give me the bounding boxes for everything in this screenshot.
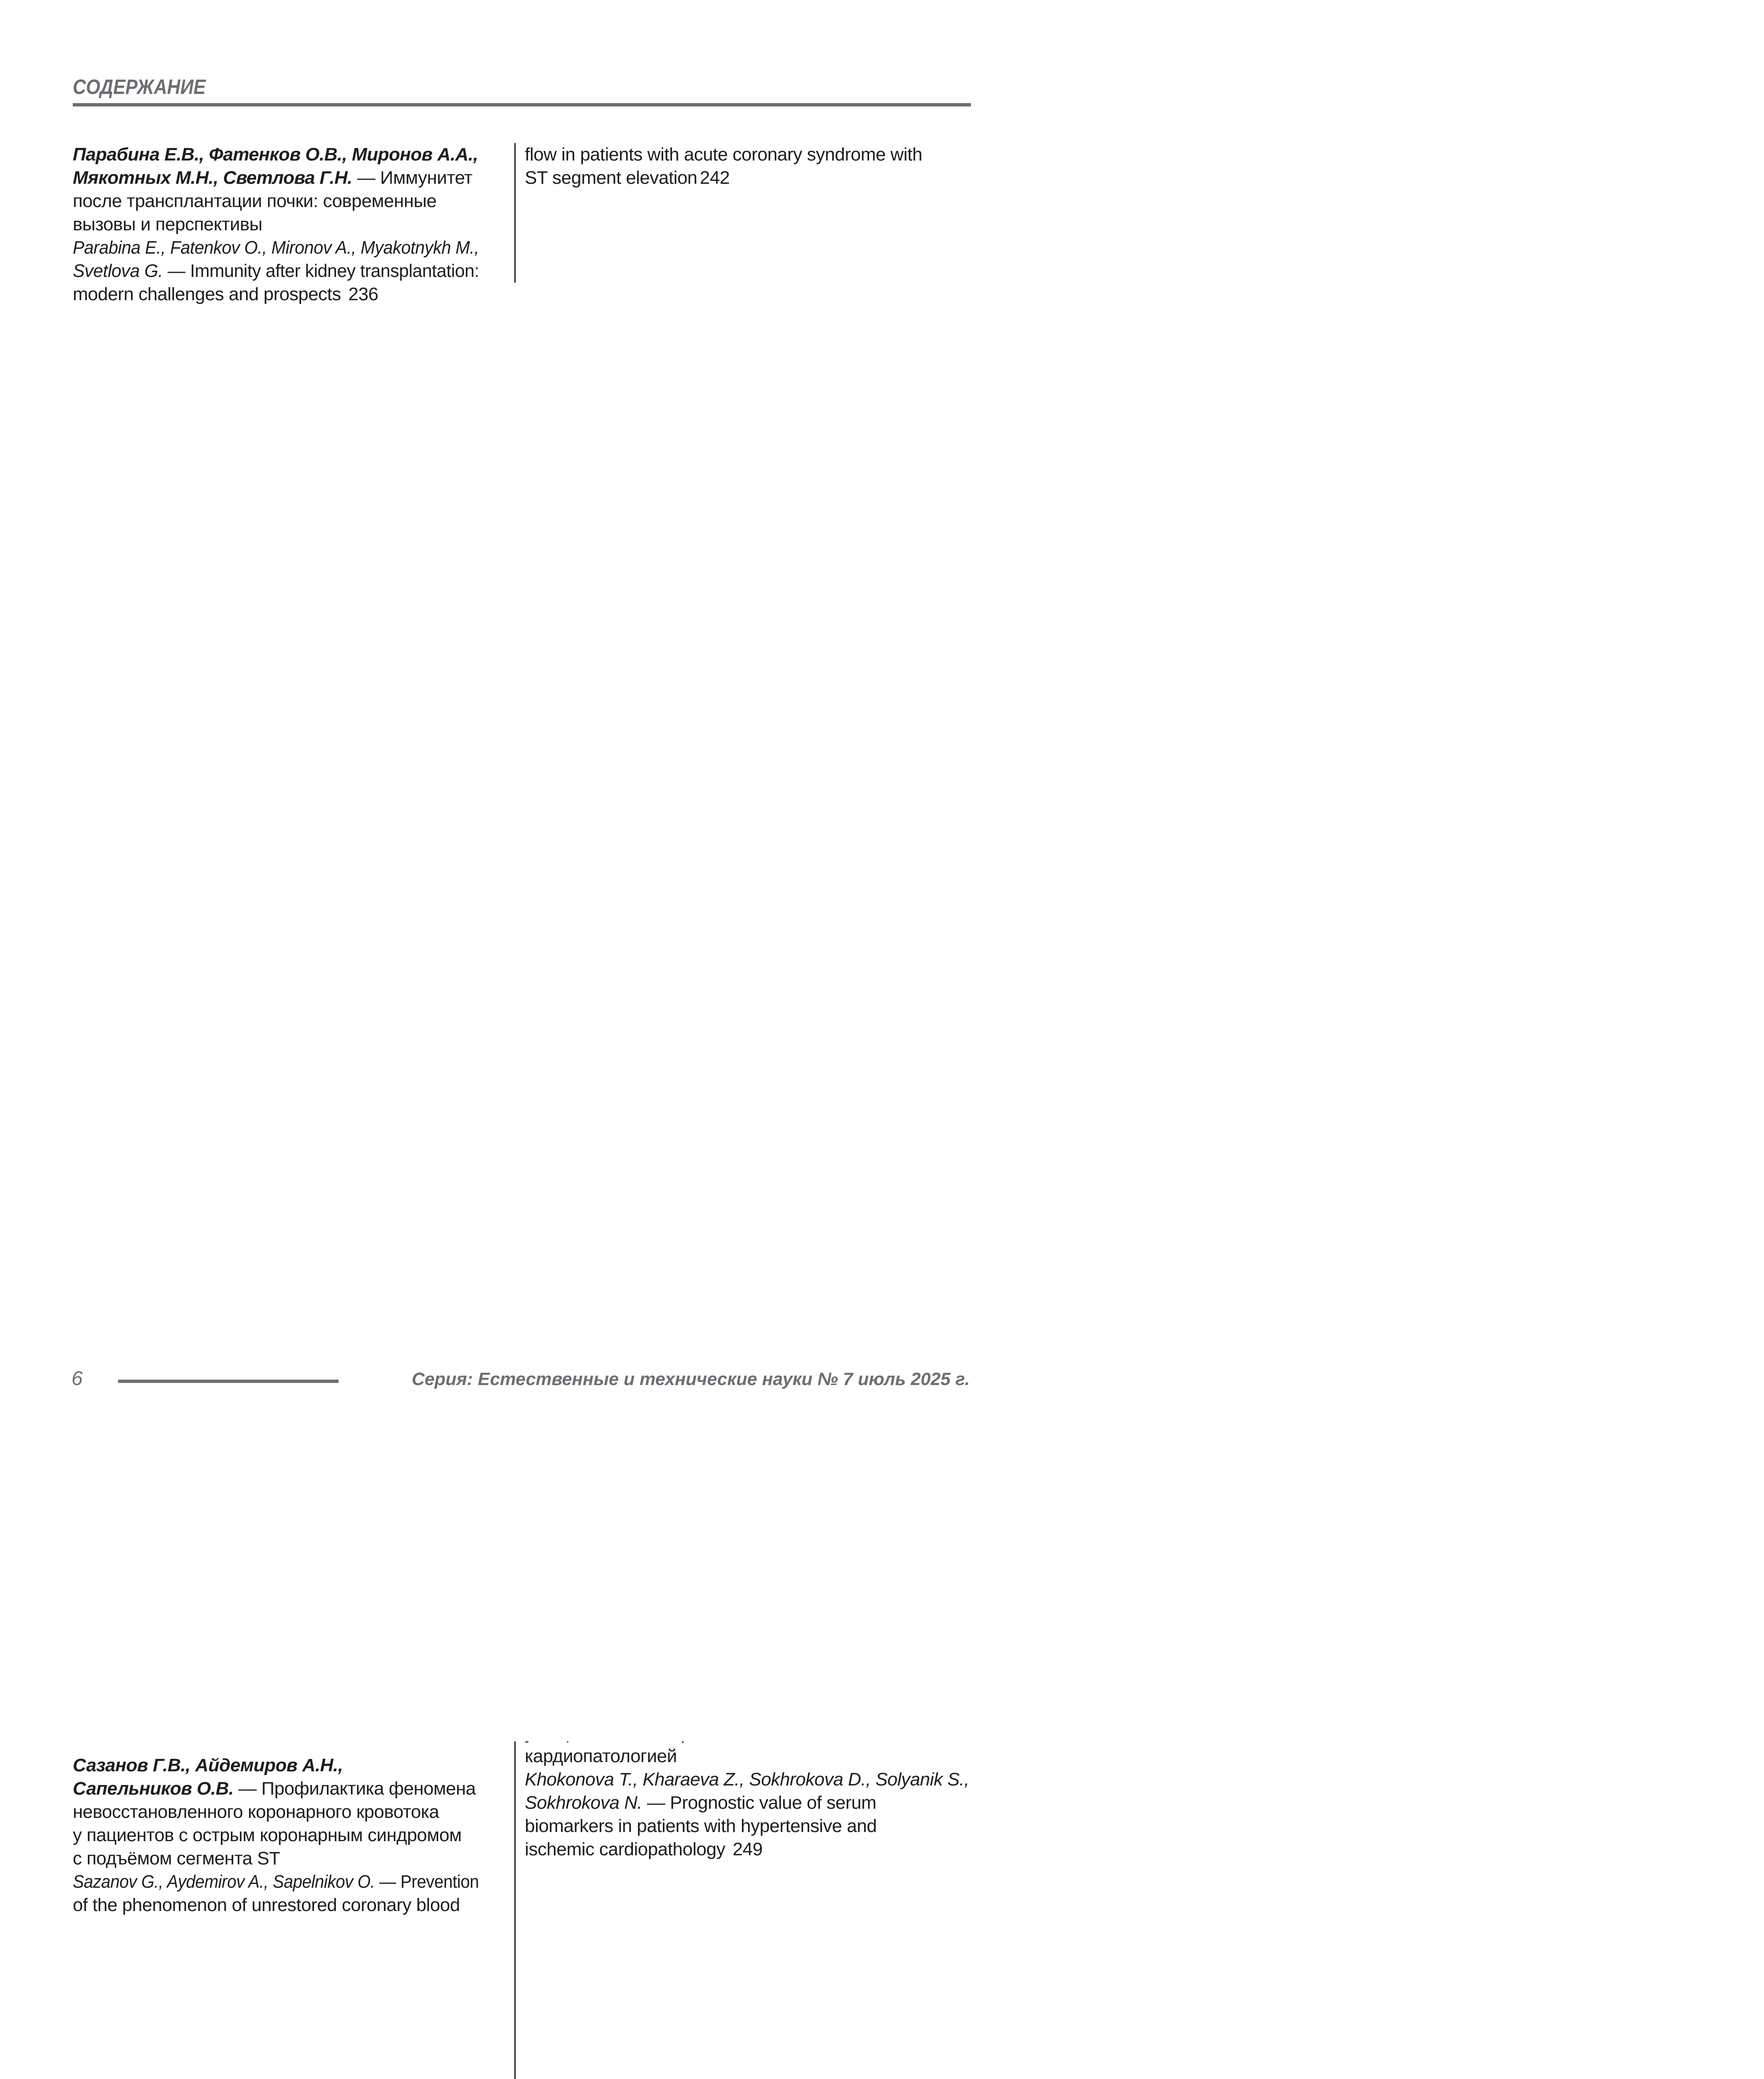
toc-line — [73, 1847, 479, 1870]
text-segment: ST segment elevation — [525, 168, 697, 188]
toc-line — [73, 236, 479, 259]
toc-line — [73, 1754, 479, 1777]
toc-line — [73, 283, 479, 1741]
footer-rule — [118, 1380, 338, 1383]
text-segment: с подъёмом сегмента ST — [73, 1848, 280, 1869]
text-segment: ischemic cardiopathology — [525, 1839, 730, 1859]
text-segment: — Иммунитет — [352, 168, 472, 188]
page-title: СОДЕРЖАНИЕ — [73, 75, 206, 99]
toc-line — [525, 1838, 969, 2079]
text-segment: после трансплантации почки: современные — [73, 191, 437, 211]
toc-line — [73, 166, 479, 190]
author-names: Парабина Е.В., Фатенков О.В., Миронов А.А., — [73, 144, 478, 165]
toc-line — [525, 1768, 969, 1791]
text-segment: of the phenomenon of unrestored coronary blood — [73, 1895, 460, 1915]
text-segment: modern challenges and prospects — [73, 284, 346, 304]
text-segment: — Профилактика феномена — [233, 1778, 476, 1799]
header-rule — [73, 103, 971, 106]
text-segment: кардиопатологией — [525, 1746, 677, 1766]
entry-coronary-flow-prevention — [73, 1754, 479, 1917]
page-number: 249 — [730, 1838, 1764, 2079]
toc-line — [525, 1745, 969, 1768]
page-number: 242 — [697, 166, 1731, 1625]
author-names: Мякотных М.Н., Светлова Г.Н. — [73, 168, 353, 188]
text-segment: flow in patients with acute coronary syndrome with — [525, 144, 922, 165]
toc-line — [73, 1777, 479, 1800]
text-segment: Parabina E., Fatenkov O., Mironov A., Myakotnykh M., — [73, 237, 479, 258]
text-segment: Khokonova T., Kharaeva Z., Sokhrokova D., Solyanik S., — [525, 1769, 969, 1790]
toc-columns — [73, 143, 969, 2079]
toc-line — [73, 143, 479, 166]
text-segment: Sokhrokova N. — [525, 1793, 642, 1813]
footer-page-number: 6 — [72, 1368, 83, 1390]
footer-journal-info: Серия: Естественные и технические науки № 7 июль 2025 г. — [412, 1369, 970, 1389]
text-segment: Sazanov G., Aydemirov A., Sapelnikov O. — [73, 1872, 375, 1892]
text-segment: вызовы и перспективы — [73, 214, 262, 235]
toc-line — [73, 190, 479, 213]
text-segment: — Immunity after kidney transplantation: — [163, 261, 479, 281]
entry-immunity-kidney-transplantation — [73, 143, 479, 1741]
toc-line — [73, 1824, 479, 1847]
footer — [72, 1369, 970, 1398]
toc-line — [73, 213, 479, 236]
toc-line — [525, 143, 969, 166]
text-segment: biomarkers in patients with hypertensive and — [525, 1816, 877, 1836]
toc-line — [73, 259, 479, 283]
author-names: Сапельников О.В. — [73, 1778, 234, 1799]
toc-line — [73, 1870, 479, 1894]
text-segment: у пациентов с острым коронарным синдромом — [73, 1825, 462, 1845]
text-segment: — Prognostic value of serum — [642, 1793, 877, 1813]
text-segment: Svetlova G. — [73, 261, 163, 281]
toc-line — [525, 1815, 969, 1838]
toc-line — [525, 1791, 969, 1815]
toc-line — [73, 1894, 479, 1917]
text-segment: невосстановленного коронарного кровотока — [73, 1802, 439, 1822]
page-number: 236 — [346, 283, 1380, 1741]
text-segment: — Prevention — [375, 1872, 479, 1892]
toc-line — [73, 1800, 479, 1824]
author-names: Сазанов Г.В., Айдемиров А.Н., — [73, 1755, 343, 1775]
toc-column-left — [73, 143, 479, 1917]
